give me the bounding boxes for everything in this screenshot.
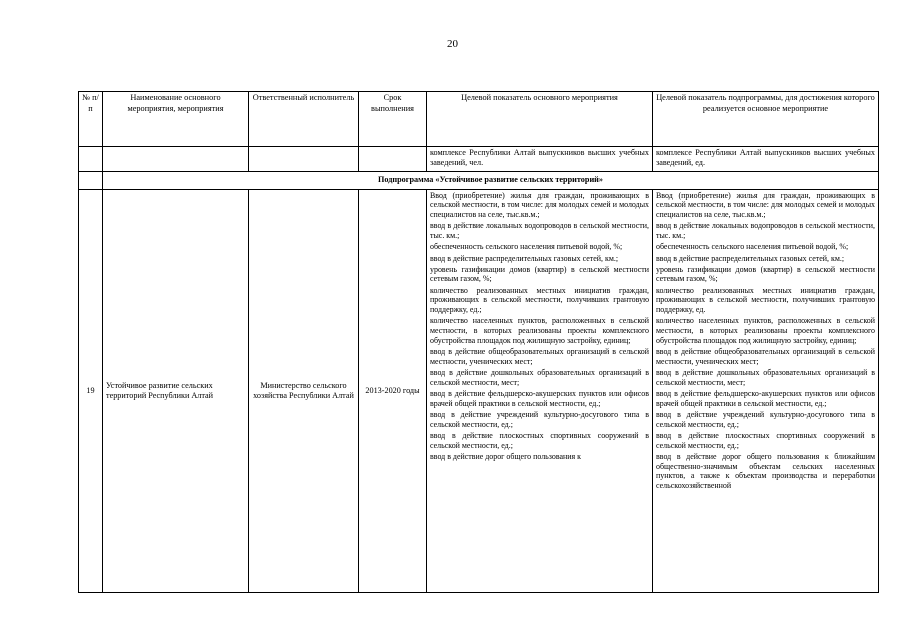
header-term: Срок выполнения: [359, 92, 427, 147]
indicator-item: ввод в действие плоскостных спортивных сооружений в сельской местности, ед.;: [430, 430, 649, 450]
cont-name: [103, 147, 249, 172]
indicator-item: количество реализованных местных инициатив граждан, проживающих в сельской местности, получивших грантовую поддержку, ед.: [656, 285, 875, 315]
cont-executor: [249, 147, 359, 172]
subprogram-number-cell: [79, 171, 103, 189]
indicator-item: ввод в действие распределительных газовых сетей, км.;: [430, 253, 619, 263]
indicator-item: ввод в действие общеобразовательных организаций в сельской местности, ученических мест;: [430, 347, 649, 366]
indicator-item: ввод в действие плоскостных спортивных сооружений в сельской местности, ед.;: [656, 430, 875, 450]
indicator-item: ввод в действие учреждений культурно-досугового типа в сельской местности, ед.;: [656, 409, 875, 429]
row-target-sub: [653, 189, 879, 592]
indicator-item: ввод в действие фельдшерско-акушерских пунктов или офисов врачей общей практики в сельской местности, ед.;: [656, 389, 875, 408]
target-main-list: [430, 191, 649, 589]
indicator-item: уровень газификации домов (квартир) в сельской местности сетевым газом, %;: [430, 264, 649, 284]
indicator-item: ввод в действие дорог общего пользования к: [430, 451, 581, 461]
subprogram-title: Подпрограмма «Устойчивое развитие сельских территорий»: [103, 171, 879, 189]
indicator-item: Ввод (приобретение) жилья для граждан, проживающих в сельской местности, в том числе: для молодых семей и молодых специалистов на селе, тыс.кв.м.;: [656, 190, 875, 219]
table-header-row: [79, 92, 879, 147]
row-activity-name: Устойчивое развитие сельских территорий Республики Алтай: [103, 189, 249, 592]
cont-number: [79, 147, 103, 172]
header-activity-name: Наименование основного мероприятия, мероприятия: [103, 92, 249, 147]
indicator-item: количество реализованных местных инициатив граждан, проживающих в сельской местности, получивших грантовую поддержку, ед.;: [430, 285, 649, 315]
indicator-item: ввод в действие дошкольных образовательных организаций в сельской местности, мест;: [656, 368, 875, 387]
header-executor: Ответственный исполнитель: [249, 92, 359, 147]
indicator-item: ввод в действие учреждений культурно-досугового типа в сельской местности, ед.;: [430, 409, 649, 429]
row-target-main: [427, 189, 653, 592]
indicator-item: ввод в действие дошкольных образовательных организаций в сельской местности, мест;: [430, 368, 649, 387]
indicator-item: ввод в действие локальных водопроводов в сельской местности, тыс. км.;: [430, 221, 649, 240]
target-sub-list: [656, 191, 875, 589]
table-row: [79, 189, 879, 592]
indicator-item: количество населенных пунктов, расположенных в сельской местности, в которых реализованы проекты комплексного обустройства площадок под жилищную застройку, единиц;: [656, 316, 875, 345]
cont-target-sub: комплексе Республики Алтай выпускников высших учебных заведений, ед.: [653, 147, 879, 172]
indicator-item: ввод в действие распределительных газовых сетей, км.;: [656, 253, 845, 263]
header-target-sub: Целевой показатель подпрограммы, для достижения которого реализуется основное мероприятие: [653, 92, 879, 147]
indicator-item: Ввод (приобретение) жилья для граждан, проживающих в сельской местности, в том числе: для молодых семей и молодых специалистов на селе, тыс.кв.м.;: [430, 190, 649, 219]
continuation-row: [79, 147, 879, 172]
indicator-item: ввод в действие общеобразовательных организаций в сельской местности, ученических мест;: [656, 347, 875, 366]
indicator-item: обеспеченность сельского населения питьевой водой, %;: [656, 242, 849, 252]
header-target-main: Целевой показатель основного мероприятия: [427, 92, 653, 147]
page-number: 20: [447, 38, 458, 50]
header-number: № п/п: [79, 92, 103, 147]
row-number: 19: [79, 189, 103, 592]
indicator-item: ввод в действие дорог общего пользования к ближайшим общественно-значимым объектам сельских населенных пунктов, а также к объектам производства и переработки сельскохозяйственной: [656, 451, 875, 490]
indicator-item: уровень газификации домов (квартир) в сельской местности сетевым газом, %;: [656, 264, 875, 284]
indicator-item: количество населенных пунктов, расположенных в сельской местности, в которых реализованы проекты комплексного обустройства площадок под жилищную застройку, единиц;: [430, 316, 649, 345]
indicator-item: ввод в действие локальных водопроводов в сельской местности, тыс. км.;: [656, 221, 875, 240]
row-executor: Министерство сельского хозяйства Республики Алтай: [249, 189, 359, 592]
activities-table: [78, 91, 879, 593]
cont-term: [359, 147, 427, 172]
cont-target-main: комплексе Республики Алтай выпускников высших учебных заведений, чел.: [427, 147, 653, 172]
indicator-item: обеспеченность сельского населения питьевой водой, %;: [430, 242, 623, 252]
indicator-item: ввод в действие фельдшерско-акушерских пунктов или офисов врачей общей практики в сельской местности, ед.;: [430, 389, 649, 408]
subprogram-row: [79, 171, 879, 189]
row-term: 2013-2020 годы: [359, 189, 427, 592]
